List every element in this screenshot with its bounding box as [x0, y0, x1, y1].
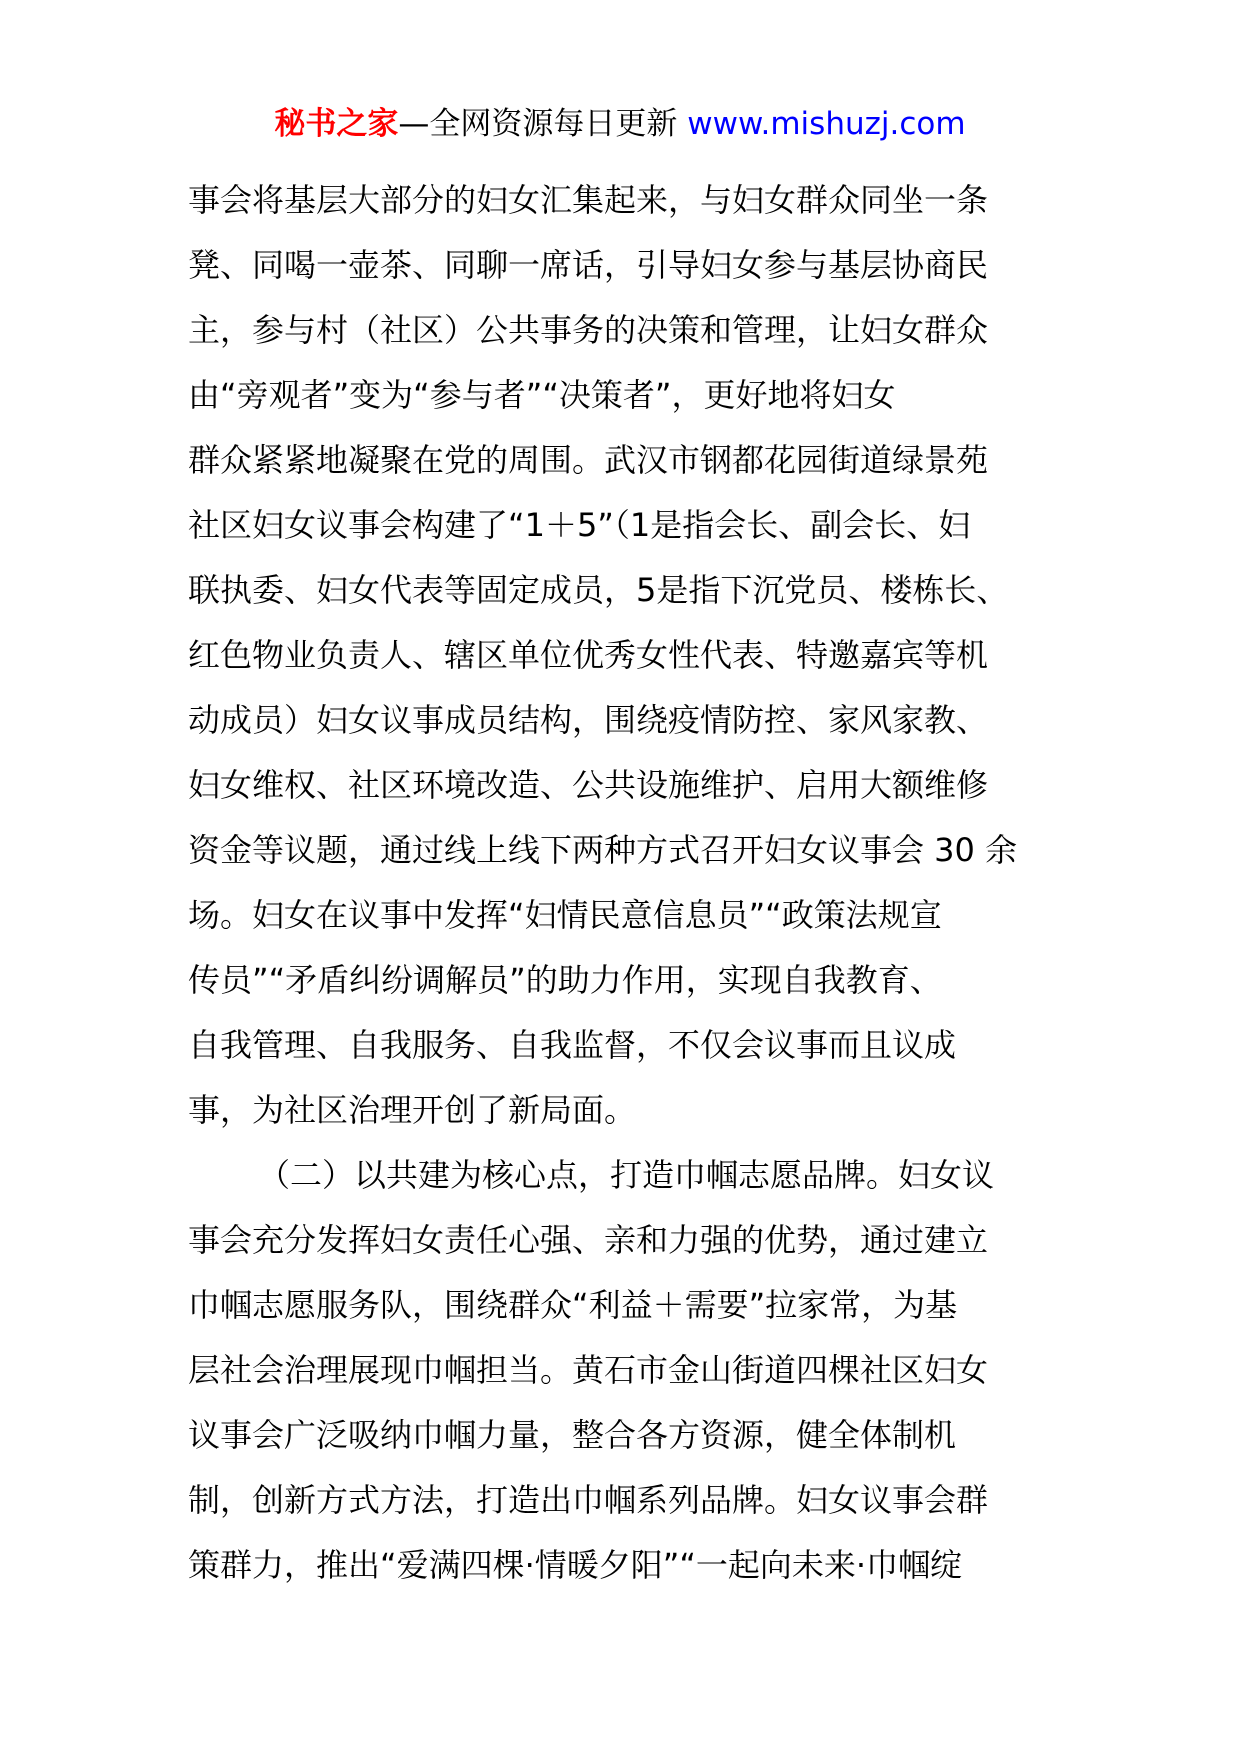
text-line: 主，参与村（社区）公共事务的决策和管理，让妇女群众: [188, 311, 989, 349]
text-line: 妇女维权、社区环境改造、公共设施维护、启用大额维修: [188, 766, 989, 804]
text-line: 事会充分发挥妇女责任心强、亲和力强的优势，通过建立: [188, 1221, 989, 1259]
text-line: 联执委、妇女代表等固定成员，5是指下沉党员、楼栋长、: [188, 571, 1009, 609]
text-line: 场。妇女在议事中发挥“妇情民意信息员”“政策法规宣: [188, 896, 942, 934]
text-line: 凳、同喝一壶茶、同聊一席话，引导妇女参与基层协商民: [188, 246, 989, 284]
text-line: 资金等议题，通过线上线下两种方式召开妇女议事会 30 余: [188, 831, 1018, 869]
text-line: 议事会广泛吸纳巾帼力量，整合各方资源，健全体制机: [188, 1416, 957, 1454]
section-heading-line: （二）以共建为核心点，打造巾帼志愿品牌。妇女议: [258, 1156, 995, 1194]
text-line: 社区妇女议事会构建了“1＋5”（1是指会长、副会长、妇: [188, 506, 971, 544]
site-url-link[interactable]: www.mishuzj.com: [687, 106, 966, 142]
text-line: 传员”“矛盾纠纷调解员”的助力作用，实现自我教育、: [188, 961, 942, 999]
text-line: 事，为社区治理开创了新局面。: [188, 1091, 637, 1129]
header-slogan: —全网资源每日更新: [398, 106, 678, 142]
brand-name: 秘书之家: [274, 106, 399, 142]
text-line: 制，创新方式方法，打造出巾帼系列品牌。妇女议事会群: [188, 1481, 989, 1519]
text-line: 策群力，推出“爱满四棵·情暖夕阳”“一起向未来·巾帼绽: [188, 1546, 963, 1584]
text-line: 自我管理、自我服务、自我监督，不仅会议事而且议成: [188, 1026, 957, 1064]
text-line: 事会将基层大部分的妇女汇集起来，与妇女群众同坐一条: [188, 181, 989, 219]
text-line: 动成员）妇女议事成员结构，围绕疫情防控、家风家教、: [188, 701, 989, 739]
text-line: 巾帼志愿服务队，围绕群众“利益＋需要”拉家常，为基: [188, 1286, 958, 1324]
text-line: 由“旁观者”变为“参与者”“决策者”，更好地将妇女: [188, 376, 896, 414]
text-line: 群众紧紧地凝聚在党的周围。武汉市钢都花园街道绿景苑: [188, 441, 989, 479]
text-line: 红色物业负责人、辖区单位优秀女性代表、特邀嘉宾等机: [188, 636, 989, 674]
text-line: 层社会治理展现巾帼担当。黄石市金山街道四棵社区妇女: [188, 1351, 989, 1389]
document-body: [188, 168, 1068, 1598]
page-header: [0, 104, 1240, 144]
